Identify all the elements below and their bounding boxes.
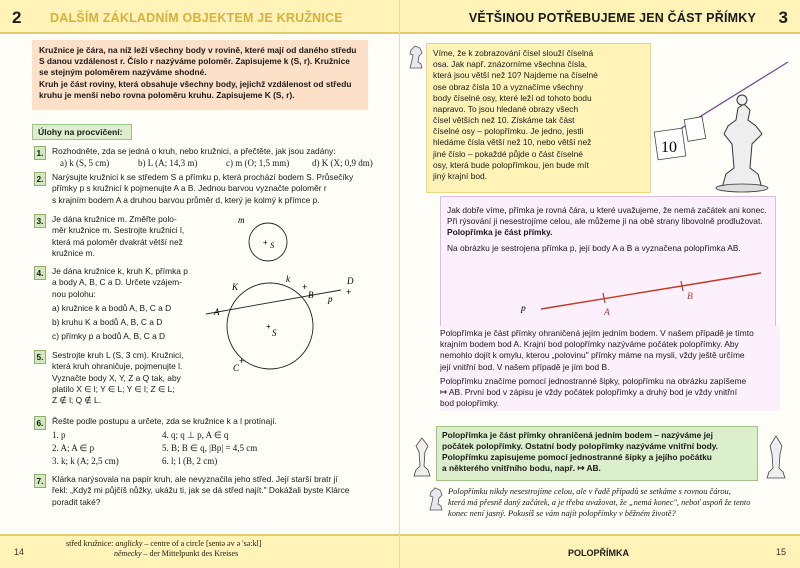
- chess-knight-icon: [406, 44, 426, 70]
- definition-line: S danou vzdálenost r. Číslo r nazýváme poloměr. Zapisujeme k (S, r). Kružnice: [39, 56, 350, 67]
- task-number: 2.: [34, 172, 46, 186]
- description-line: Polopřímku značíme pomocí jednostranné šipky, polopřímku na obrázku zapíšeme: [440, 375, 747, 386]
- task-text: Rozhodněte, zda se jedná o kruh, nebo kružnici, a přečtěte, jak jsou zadány:: [52, 146, 336, 156]
- point-label-B: B: [687, 292, 693, 302]
- intro-line: která jsou větší než 10? Najdeme na číselné: [433, 70, 598, 81]
- task-number: 4.: [34, 266, 46, 280]
- circle-definition-box: [32, 40, 368, 110]
- task-text: Je dána kružnice m. Změřte polo-: [52, 214, 177, 224]
- svg-text:+: +: [239, 356, 245, 366]
- task-number: 1.: [34, 146, 46, 160]
- description-line: ↦ AB. První bod v zápisu je vždy počátek polopřímky a druhý bod je vždy vnitřní: [440, 386, 738, 397]
- chess-pawn-icon: [410, 430, 434, 478]
- svg-text:+: +: [266, 322, 271, 331]
- point-label-B: B: [308, 290, 314, 300]
- definition-line: kruhu je menší nebo rovna poloměru kruhu. Zapisujeme K (S, r).: [39, 89, 295, 100]
- page-number: 15: [775, 547, 786, 557]
- task-text: řekl: „Když mi půjčíš nůžky, ukážu ti, jak se dá střed najít." Dokážali byste Klárce: [52, 485, 350, 496]
- intro-line: jiný krajní bod.: [433, 170, 487, 181]
- right-header: [400, 0, 800, 34]
- task-text: c) přímky p a bodů A, B, C a D: [52, 331, 166, 342]
- chess-bishop-icon: [762, 432, 790, 480]
- task-number: 7.: [34, 474, 46, 488]
- step-item: 2. A; A ∈ p: [52, 443, 95, 454]
- step-item: 6. l; l (B, 2 cm): [162, 456, 218, 467]
- ray-description: [440, 326, 780, 411]
- intro-line: Víme, že k zobrazování čísel slouží číselná: [433, 48, 594, 58]
- task-text: Narýsujte kružnici k se středem S a přímku p, která prochází bodem S. Průsečíky: [52, 172, 354, 182]
- glossary-language: anglicky: [115, 539, 143, 548]
- task-text: která má poloměr dvakrát větší než: [52, 236, 183, 247]
- task-item: a) k (S, 5 cm): [60, 158, 110, 169]
- right-page-title: VĚTŠINOU POTŘEBUJEME JEN ČÁST PŘÍMKY: [468, 11, 756, 25]
- glossary-language: německy: [114, 549, 142, 558]
- task-item: c) m (O; 1,5 mm): [226, 158, 290, 169]
- intro-line: body číselné osy, které leží od tohoto bodu: [433, 92, 592, 103]
- intro-line: jiné číslo – pokaždé půjde o část číselné: [433, 148, 583, 159]
- note-line: konec není jasný. Pokusíš se vám najít polopřímky v běžném životě?: [448, 508, 676, 518]
- definition-line: se stejným poloměrem nazýváme shodné.: [39, 67, 207, 78]
- definition-line: Kružnice je čára, na níž leží všechny body v rovině, které mají od daného středu: [39, 45, 357, 55]
- task-text: Vyznačte body X, Y, Z a Q tak, aby: [52, 372, 181, 383]
- intro-line: čísel větších než 10. Získáme tak část: [433, 115, 575, 126]
- svg-text:+: +: [346, 287, 352, 297]
- intro-line: napravo. To jsou hledané obrazy všech: [433, 103, 579, 114]
- italic-note: [448, 487, 778, 520]
- exercises-heading: Úlohy na procvičení:: [32, 124, 132, 140]
- task-text: nou polohu:: [52, 288, 96, 299]
- intro-line: hledáme čísla větší než 10, nebo větší než: [433, 137, 592, 148]
- line-label-p: p: [328, 294, 333, 304]
- ray-ab-figure: [511, 259, 771, 317]
- task-text: přímky p s kružnicí k pojmenujte A a B. Jednou barvou vyznačte poloměr r: [52, 183, 327, 194]
- task-text: s krajním bodem A a druhou barvou průměr d, který je kolmý k přímce p.: [52, 194, 320, 205]
- point-label-A: A: [214, 307, 220, 317]
- explanation-line: Polopřímka je část přímky.: [447, 227, 553, 238]
- point-label-A: A: [604, 308, 610, 317]
- note-line: která má přesně daný začátek, a je třeba uvažovat, že „nemá konec", neboť aspoň že tento: [448, 497, 751, 507]
- line-label-p: p: [521, 304, 526, 314]
- point-label-C: C: [233, 363, 240, 373]
- task-text: b) kruhu K a bodů A, B, C a D: [52, 317, 163, 327]
- task-text: která kruh ohraničuje, pojmenujte l.: [52, 361, 183, 372]
- left-chapter-number: 2: [12, 8, 22, 27]
- glossary-translation: – der Mittelpunkt des Kreises: [143, 549, 239, 558]
- description-line: bod polopřímky.: [440, 398, 499, 409]
- intro-line: ose obraz čísla 10 a vyznačíme všechny: [433, 81, 584, 92]
- task-text: měr kružnice m. Sestrojte kružnici l,: [52, 225, 185, 236]
- intro-line: osa. Jak např. znázorníme všechna čísla,: [433, 59, 588, 70]
- right-page: [400, 0, 800, 568]
- glossary-translation: – centre of a circle [sentə əv ə 'sə:kl]: [144, 539, 262, 548]
- explanation-line: Na obrázku je sestrojena přímka p, její body A a B a vyznačena polopřímka AB.: [447, 242, 741, 253]
- intro-line: osy, která bude polopřímkou, jen bude mít: [433, 159, 589, 170]
- intro-line: číselné osy – polopřímku. Je jedno, jestli: [433, 126, 584, 137]
- task-item: d) K (X; 0,9 dm): [312, 158, 373, 169]
- explanation-line: Jak dobře víme, přímka je rovná čára, u které uvažujeme, že nemá začátek ani konec.: [447, 205, 767, 215]
- right-footer: [400, 534, 800, 568]
- left-header: [0, 0, 400, 34]
- definition-line: počátek polopřímky. Ostatní body polopřímky nazýváme vnitřní body.: [442, 441, 719, 452]
- step-item: 5. B; B ∈ q, |Bp| = 4,5 cm: [162, 443, 258, 454]
- task-text: poradit také?: [52, 496, 101, 507]
- definition-line: Polopřímka je část přímky ohraničená jedním bodem – nazýváme jej: [442, 430, 713, 440]
- ray-definition-box: [436, 426, 758, 481]
- task-number: 5.: [34, 350, 46, 364]
- circle-label-K: K: [232, 282, 239, 292]
- left-page-title: DALŠÍM ZÁKLADNÍM OBJEKTEM JE KRUŽNICE: [50, 11, 343, 25]
- center-label-s: S: [272, 328, 277, 338]
- step-item: 4. q; q ⊥ p, A ∈ q: [162, 430, 229, 441]
- task-text: kružnice m.: [52, 247, 95, 258]
- section-name: POLOPŘÍMKA: [568, 548, 630, 558]
- definition-line: a některého vnitřního bodu, např. ↦ AB.: [442, 463, 601, 474]
- number-axis-intro-box: [426, 43, 651, 193]
- task-text: Řešte podle postupu a určete, zda se kružnice k a l protínají.: [52, 416, 277, 426]
- task-text: Klárka narýsovala na papír kruh, ale nevyznačila jeho střed. Její starší bratr jí: [52, 474, 338, 484]
- chess-knight-icon: [426, 486, 446, 512]
- definition-line: Polopřímku zapisujeme pomocí jednostranné šipky a jejího počátku: [442, 452, 712, 463]
- step-item: 1. p: [52, 430, 66, 441]
- task-text: Sestrojte kruh L (S, 3 cm). Kružnici,: [52, 350, 184, 360]
- point-label-D: D: [347, 276, 354, 286]
- task-text: Z ∉ l; Q ∉ L.: [52, 395, 102, 405]
- description-line: Polopřímka je část přímky ohraničená jejím jedním bodem. V našem případě je tímto: [440, 328, 754, 338]
- svg-text:+: +: [302, 282, 308, 292]
- note-line: Polopřímku nikdy nesestrojíme celou, ale v řadě případů se setkáme s rovnou čárou,: [448, 487, 731, 496]
- task-text: a) kružnice k a bodů A, B, C a D: [52, 302, 172, 313]
- circle-label-m: m: [238, 215, 245, 225]
- chess-queen-illustration: [652, 56, 792, 196]
- task-text: Je dána kružnice k, kruh K, přímka p: [52, 266, 188, 276]
- task-item: b) L (A; 14,3 m): [138, 158, 198, 169]
- circle-label-k: k: [286, 274, 290, 284]
- description-line: krajním bodem bod A. Krajní bod polopřímky nazýváme počátek polopřímky. Aby: [440, 339, 739, 350]
- svg-text:+: +: [263, 238, 268, 247]
- glossary-term: střed kružnice:: [66, 539, 114, 548]
- task-number: 3.: [34, 214, 46, 228]
- page-number: 14: [14, 547, 25, 557]
- task-number: 6.: [34, 416, 46, 430]
- description-line: nemohlo dojít k omylu, kterou „polovinu" přímky máme na mysli, vždy ještě určíme: [440, 350, 745, 361]
- left-footer: [0, 534, 400, 568]
- explanation-line: Při rýsování ji nesestrojíme celou, ale můžeme ji na obě strany libovolně prodlužovat.: [447, 216, 763, 227]
- center-label-s: S: [270, 240, 275, 250]
- task-text: platilo X ∈ l; Y ∈ L; Y ∈ l; Z ∈ L;: [52, 383, 175, 394]
- flag-number: 10: [661, 139, 677, 156]
- step-item: 3. k; k (A; 2,5 cm): [52, 456, 119, 467]
- definition-line: Kruh je část roviny, která obsahuje všechny body, jejichž vzdálenost od středu: [39, 78, 352, 89]
- description-line: její vnitřní bod. V našem případě je jím bod B.: [440, 361, 610, 372]
- task-text: a body A, B, C a D. Určete vzájem-: [52, 277, 182, 288]
- right-chapter-number: 3: [778, 8, 788, 27]
- circle-m-figure: [230, 210, 310, 270]
- glossary: [66, 539, 261, 559]
- circle-line-points-figure: [196, 268, 366, 380]
